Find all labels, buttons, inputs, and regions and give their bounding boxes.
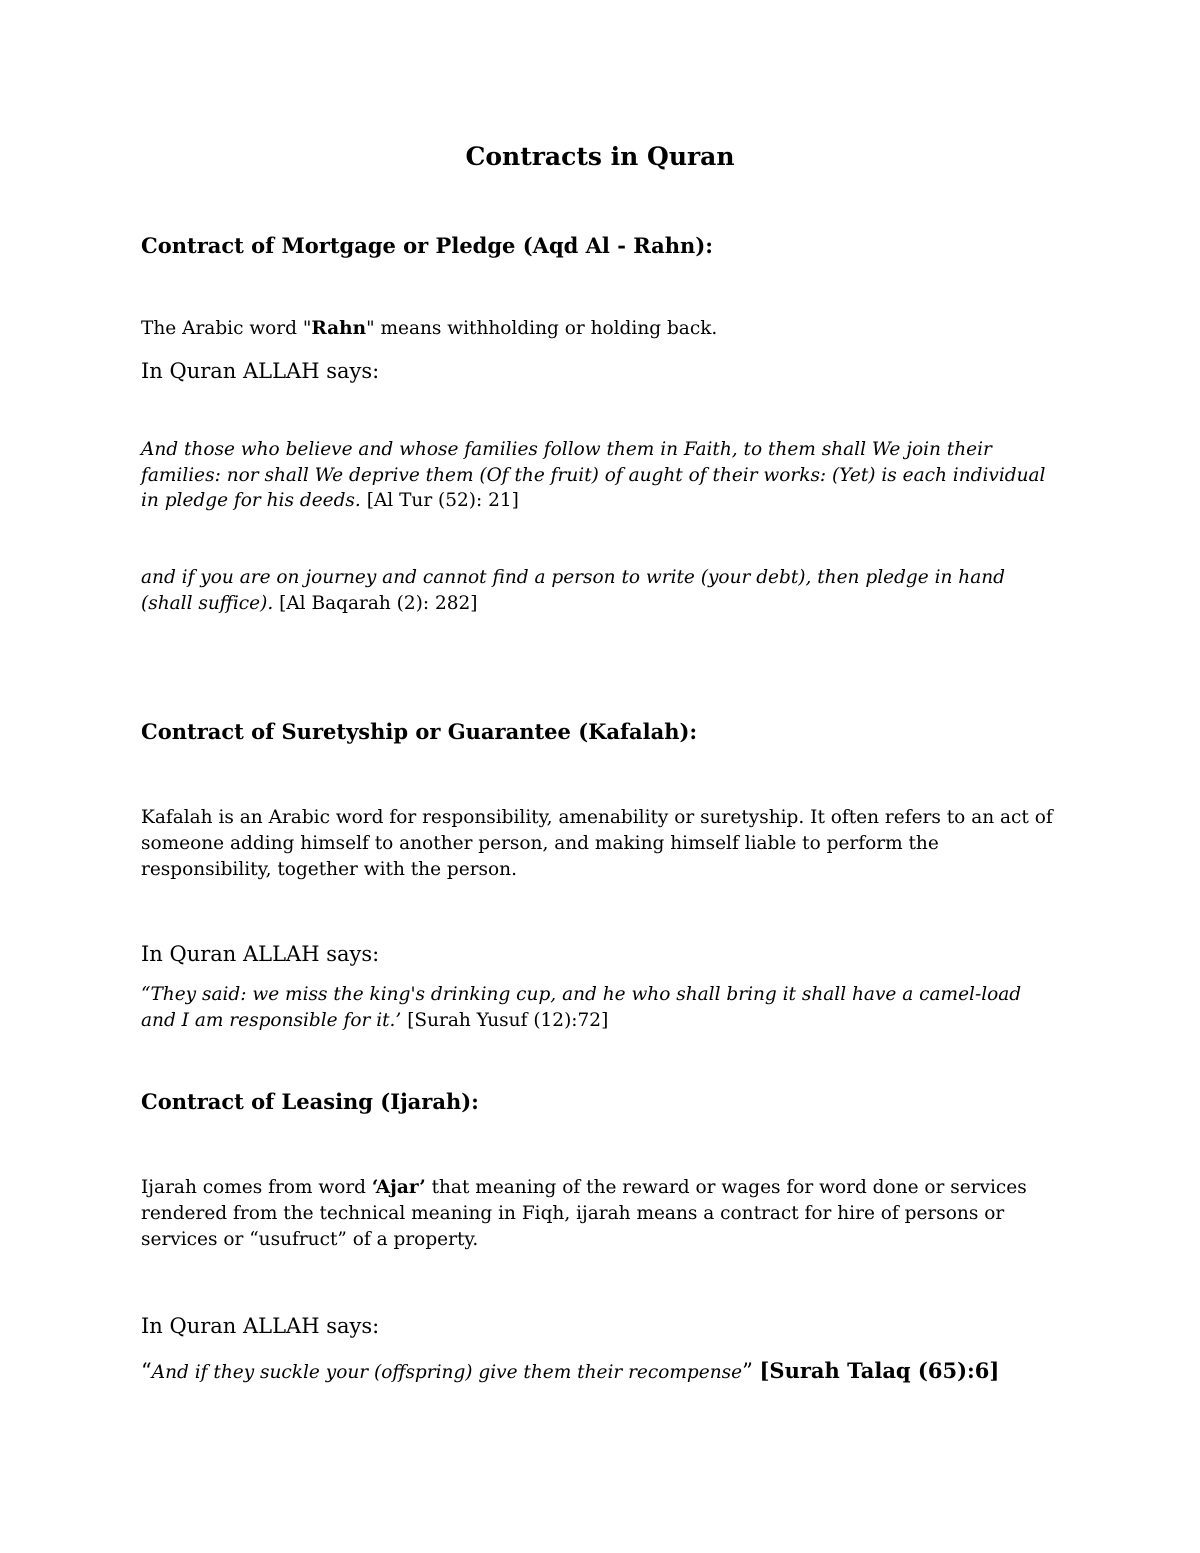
quote-talaq-close: ” — [742, 1359, 760, 1383]
quote-talaq — [141, 1358, 1061, 1386]
quote-al-tur-text: And those who believe and whose families follow them in Faith, to them shall We join their families: nor shall We deprive them (Of the fruit) of aught of their works: (Yet) is each individual in pledge for his deeds. — [141, 439, 1046, 511]
ajar-term: ‘Ajar’ — [371, 1177, 426, 1198]
quote-yusuf — [141, 982, 1061, 1033]
quote-talaq-ref: [Surah Talaq (65):6] — [759, 1358, 1000, 1383]
quote-al-tur — [141, 437, 1061, 514]
ijarah-definition-before: Ijarah comes from word — [141, 1177, 372, 1198]
quote-yusuf-text: “They said: we miss the king's drinking cup, and he who shall bring it shall have a camel-load and I am responsible for it.’ — [141, 984, 1022, 1031]
ijarah-definition-after: that meaning of the reward or wages for word done or services rendered from the technical meaning in Fiqh, ijarah means a contract for hire of persons or services or “usufruct” of a property. — [141, 1177, 1027, 1250]
ijarah-definition — [141, 1175, 1061, 1253]
quote-al-baqarah-text: and if you are on journey and cannot find a person to write (your debt), then pledge in hand (shall suffice). — [141, 567, 1005, 614]
quote-talaq-open: “ — [141, 1359, 152, 1383]
rahn-definition — [141, 316, 1061, 342]
section-heading-kafalah: Contract of Suretyship or Guarantee (Kafalah): — [141, 719, 698, 744]
quote-yusuf-ref: [Surah Yusuf (12):72] — [401, 1009, 609, 1031]
quote-al-baqarah — [141, 565, 1061, 616]
rahn-term: Rahn — [311, 318, 367, 339]
says-label-3: In Quran ALLAH says: — [141, 1314, 380, 1338]
kafalah-definition: Kafalah is an Arabic word for responsibility, amenability or suretyship. It often refers to an act of someone adding himself to another person, and making himself liable to perform the responsibility, together with the person. — [141, 807, 1053, 880]
quote-talaq-text: And if they suckle your (offspring) give them their recompense — [151, 1362, 743, 1383]
quote-al-baqarah-ref: [Al Baqarah (2): 282] — [273, 592, 478, 614]
quote-al-tur-ref: [Al Tur (52): 21] — [360, 490, 519, 511]
rahn-definition-before: The Arabic word " — [141, 318, 312, 339]
section-heading-rahn: Contract of Mortgage or Pledge (Aqd Al - Rahn): — [141, 233, 714, 258]
says-label-1: In Quran ALLAH says: — [141, 359, 380, 383]
says-label-2: In Quran ALLAH says: — [141, 942, 380, 966]
section-heading-ijarah: Contract of Leasing (Ijarah): — [141, 1089, 479, 1114]
page-title: Contracts in Quran — [465, 142, 735, 171]
rahn-definition-after: " means withholding or holding back. — [366, 318, 718, 339]
